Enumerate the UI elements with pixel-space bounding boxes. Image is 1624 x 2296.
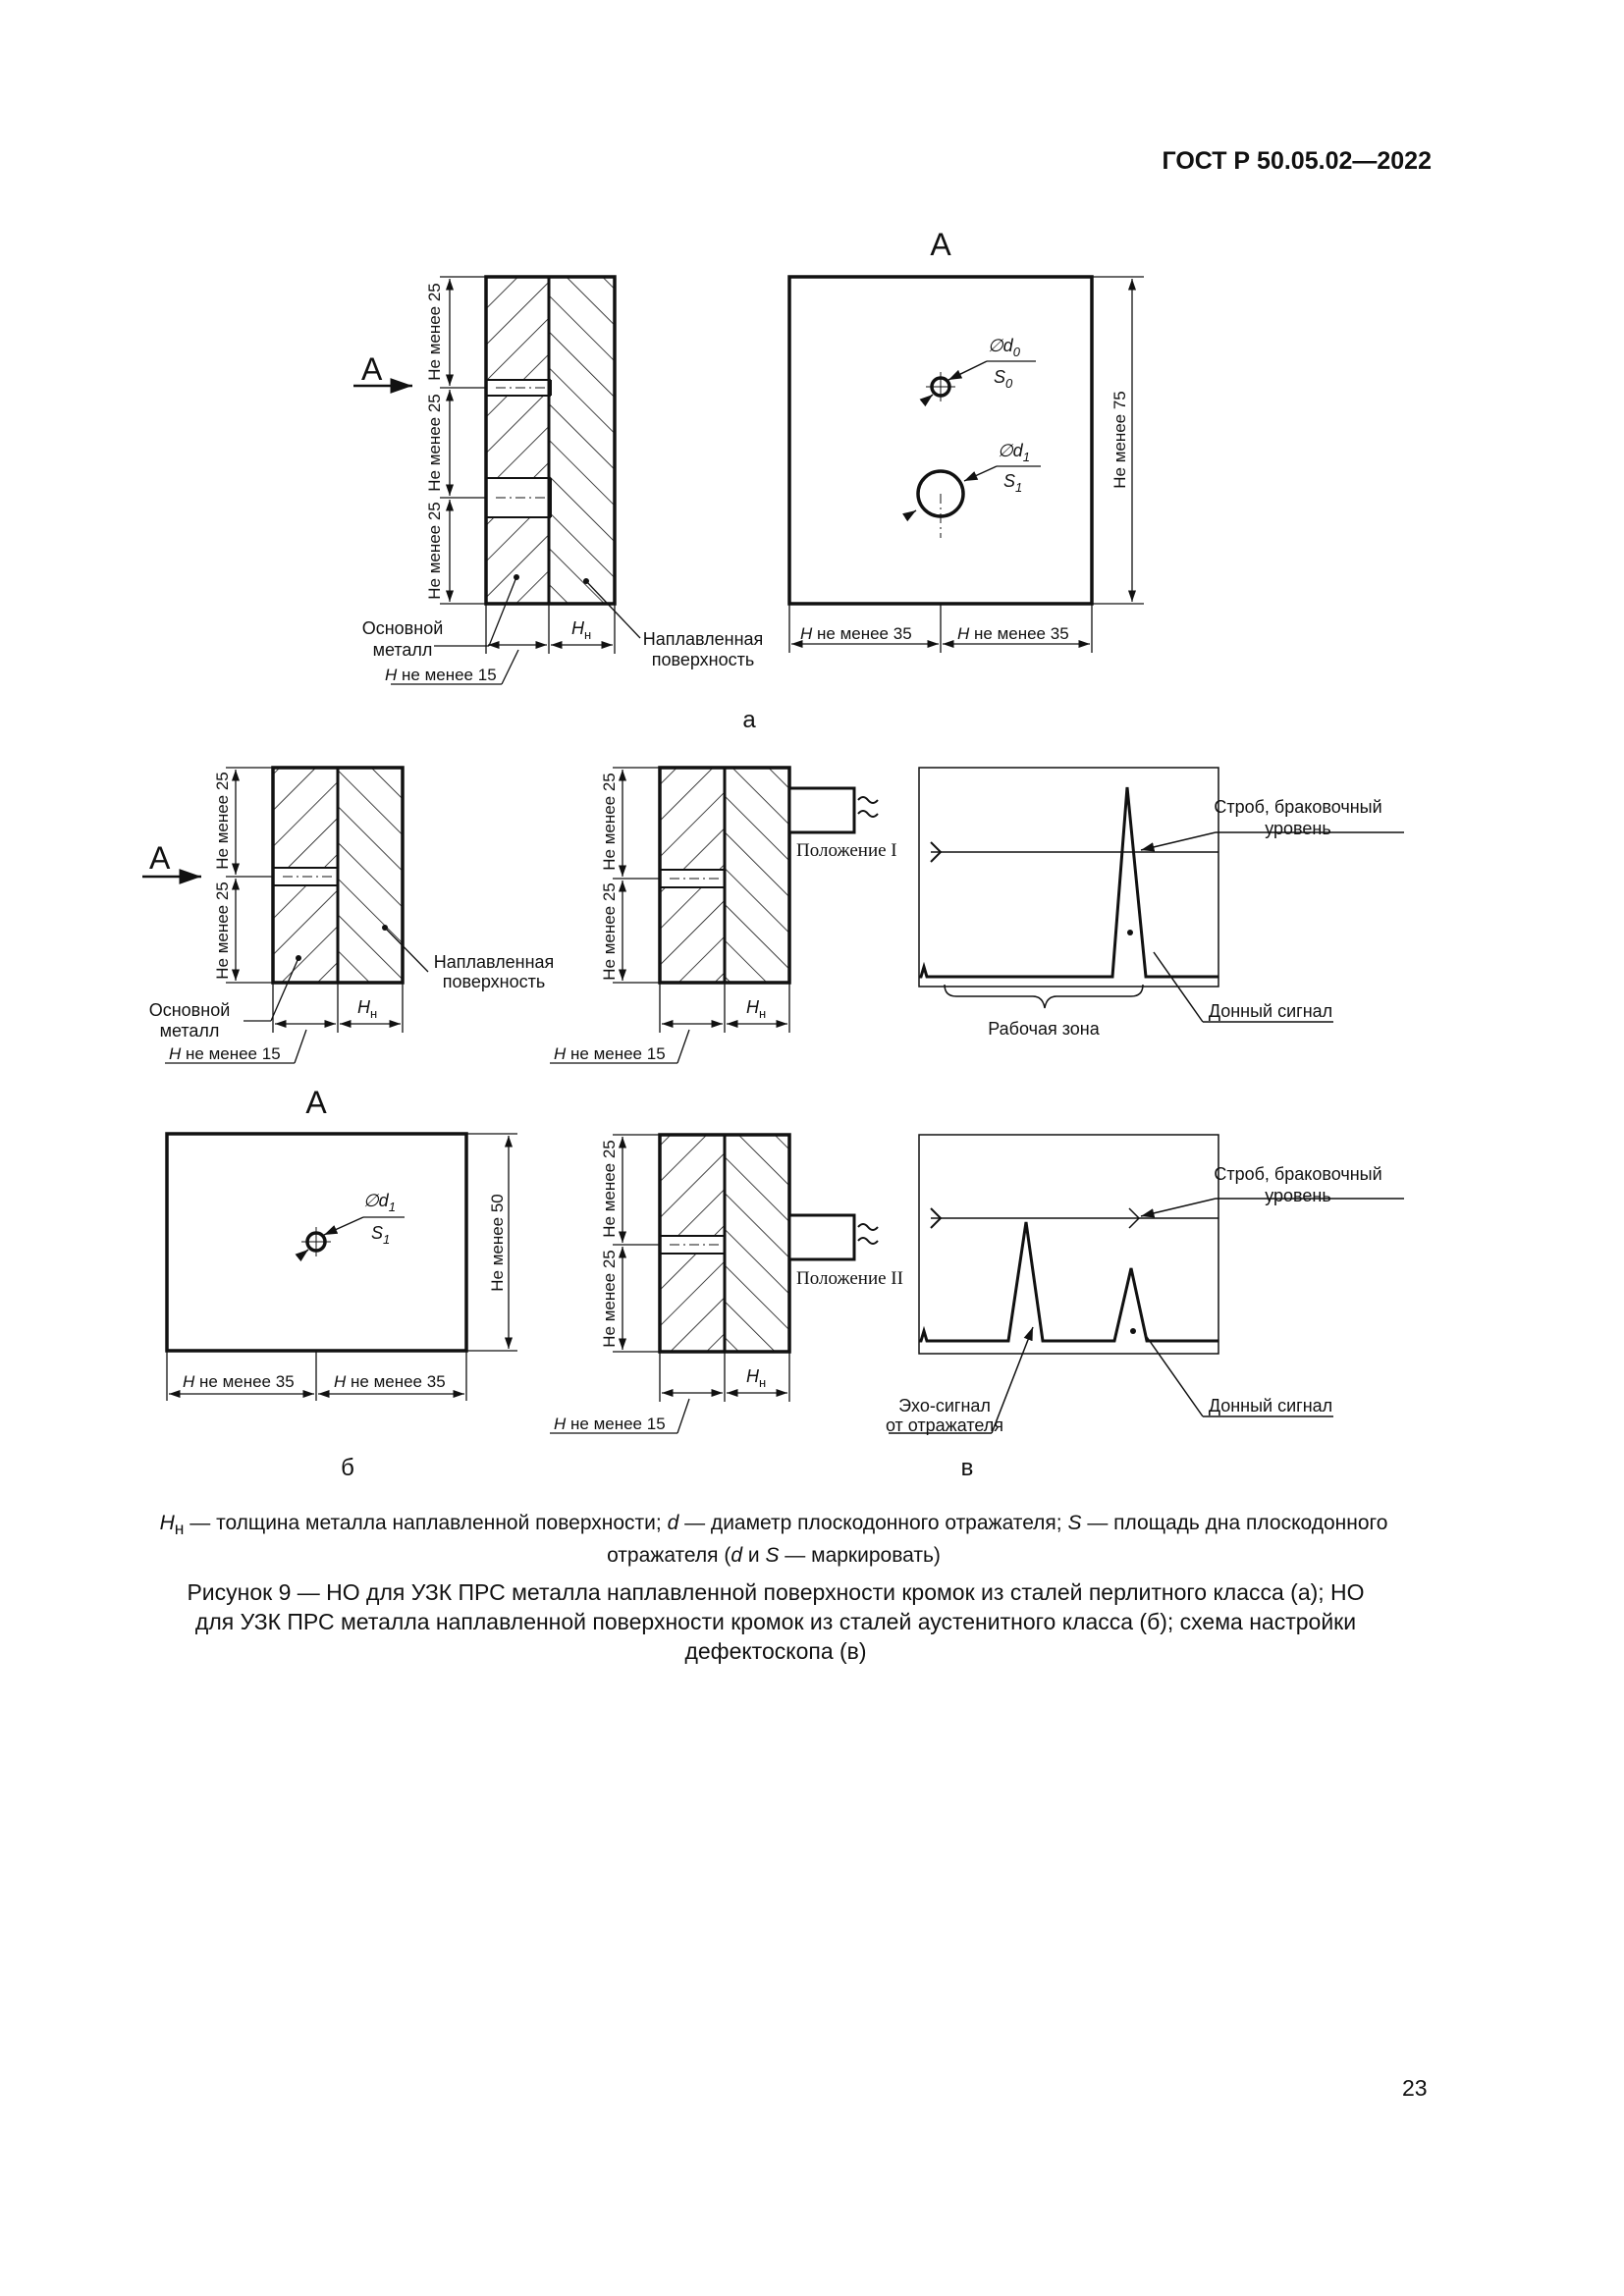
- fig-v-dim-2a: Не менее 25: [600, 1140, 619, 1238]
- fig-b-label-surface-1: Наплавленная: [433, 952, 555, 972]
- fig-a-label-surface-1: Наплавленная: [642, 629, 764, 649]
- figure-caption: [118, 1577, 1434, 1666]
- fig-b-label-base-1: Основной: [148, 1000, 231, 1020]
- fig-b-d1: $\emptyset d_1$: [363, 1191, 396, 1214]
- fig-v-gate-1a: Строб, браковочный: [1214, 797, 1382, 817]
- fig-b-h35-right: H не менее 35: [334, 1372, 446, 1391]
- fig-a-view-letter: А: [930, 227, 951, 262]
- fig-a-h15: H не менее 15: [385, 666, 497, 684]
- fig-a-dim-1: Не менее 25: [425, 283, 444, 381]
- fig-v-section-1: [660, 768, 878, 983]
- fig-v-position-2: Положение II: [796, 1268, 903, 1289]
- fig-a-label-surface-2: поверхность: [651, 650, 755, 669]
- fig-b-view-letter: А: [305, 1085, 327, 1120]
- fig-b-label-base-2: металл: [159, 1021, 220, 1041]
- fig-v-dim-1a: Не менее 25: [600, 773, 619, 871]
- fig-v-bottom-signal-2: Донный сигнал: [1208, 1396, 1333, 1415]
- fig-a-label-base-1: Основной: [361, 618, 444, 638]
- fig-b-h35-left: H не менее 35: [183, 1372, 295, 1391]
- fig-v-dim-1b: Не менее 25: [600, 882, 619, 981]
- fig-a-section: [486, 277, 615, 604]
- fig-a-h35-right: H не менее 35: [957, 624, 1069, 643]
- fig-v-echo-1: Эхо-сигнал: [898, 1396, 991, 1415]
- fig-v-section-2: [660, 1135, 878, 1352]
- fig-v-bottom-signal-1: Донный сигнал: [1208, 1001, 1333, 1021]
- fig-a-d0: $\emptyset d_0$: [988, 336, 1020, 359]
- fig-a-s0: $S_0$: [994, 367, 1013, 391]
- page-number: 23: [1402, 2075, 1428, 2101]
- fig-v-echo-2: от отражателя: [885, 1415, 1004, 1435]
- fig-v-hn-1: $H_н$: [746, 997, 767, 1021]
- caption-line-1: Рисунок 9 — НО для УЗК ПРС металла наплавленной поверхности кромок из сталей перлитного класса (а); НО: [187, 1579, 1365, 1605]
- fig-a-caption: а: [742, 707, 756, 733]
- fig-a-dim-3: Не менее 25: [425, 502, 444, 600]
- fig-v-gate-1b: уровень: [1265, 819, 1331, 838]
- fig-b-arrow-letter: А: [149, 840, 171, 876]
- fig-v-h15-1: H не менее 15: [554, 1044, 666, 1063]
- fig-b-hn: $H_н$: [357, 997, 378, 1021]
- fig-b-dim-1: Не менее 25: [213, 772, 232, 870]
- fig-v-hn-2: $H_н$: [746, 1366, 767, 1390]
- fig-b-s1: $S_1$: [371, 1223, 391, 1247]
- fig-a-height-75: Не менее 75: [1110, 391, 1129, 489]
- fig-v-gate-2a: Строб, браковочный: [1214, 1164, 1382, 1184]
- fig-a-view-plate: [789, 277, 1092, 604]
- fig-a-s1: $S_1$: [1003, 471, 1023, 495]
- fig-v-position-1: Положение I: [796, 840, 897, 861]
- fig-v-dim-2b: Не менее 25: [600, 1250, 619, 1348]
- fig-v-caption: в: [960, 1455, 974, 1481]
- fig-a-d1: $\emptyset d_1$: [998, 441, 1030, 464]
- fig-b-height-50: Не менее 50: [488, 1194, 507, 1292]
- fig-b-section: [273, 768, 403, 983]
- fig-a-arrow-letter: А: [361, 351, 383, 387]
- fig-a-h35-left: H не менее 35: [800, 624, 912, 643]
- fig-b-h15: H не менее 15: [169, 1044, 281, 1063]
- document-header: ГОСТ Р 50.05.02—2022: [1162, 147, 1432, 175]
- fig-v-working-zone: Рабочая зона: [988, 1019, 1100, 1039]
- fig-v-gate-2b: уровень: [1265, 1186, 1331, 1205]
- fig-b-dim-2: Не менее 25: [213, 881, 232, 980]
- caption-line-2: для УЗК ПРС металла наплавленной поверхности кромок из сталей аустенитного класса (б); схема настройки: [194, 1609, 1357, 1634]
- fig-v-h15-2: H не менее 15: [554, 1415, 666, 1433]
- fig-b-caption: б: [341, 1455, 354, 1481]
- caption-line-3: дефектоскопа (в): [684, 1638, 867, 1664]
- fig-a-dim-2: Не менее 25: [425, 394, 444, 492]
- fig-a-hn: $H_н$: [571, 618, 592, 642]
- figure-legend: $H_н$ — толщина металла наплавленной поверхности; d — диаметр плоскодонного отражателя; S — площадь дна плоскодонного отражателя (d и S — маркировать): [159, 1512, 1388, 1568]
- fig-a-label-base-2: металл: [372, 640, 433, 660]
- fig-b-label-surface-2: поверхность: [442, 972, 546, 991]
